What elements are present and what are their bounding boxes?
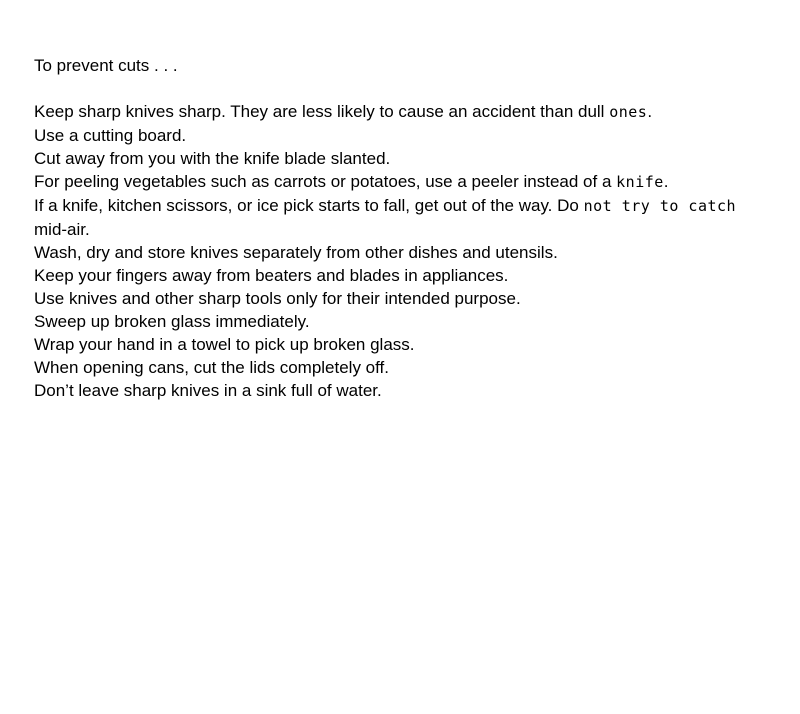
document-body: [34, 54, 800, 402]
tip-mono-text: knife: [616, 173, 664, 191]
tip-text: Use knives and other sharp tools only for their intended purpose.: [34, 289, 521, 308]
tip-line: [34, 264, 800, 287]
tip-line: [34, 100, 800, 124]
tip-line: [34, 218, 800, 241]
tip-text: Sweep up broken glass immediately.: [34, 312, 310, 331]
tip-text: Use a cutting board.: [34, 126, 187, 145]
tip-line: [34, 333, 800, 356]
tip-text: For peeling vegetables such as carrots or potatoes, use a peeler instead of a: [34, 172, 617, 191]
document-heading: To prevent cuts . . .: [34, 56, 178, 75]
tip-after-text: .: [663, 172, 669, 191]
tip-text: When opening cans, cut the lids completely off.: [34, 358, 389, 377]
tip-text: Don’t leave sharp knives in a sink full of water.: [34, 381, 382, 400]
tip-mono-text: ones: [609, 103, 648, 121]
tip-text: Keep your fingers away from beaters and blades in appliances.: [34, 266, 509, 285]
tip-text: Wash, dry and store knives separately from other dishes and utensils.: [34, 243, 558, 262]
tip-line: [34, 356, 800, 379]
tip-line: [34, 310, 800, 333]
tip-text: Wrap your hand in a towel to pick up broken glass.: [34, 335, 415, 354]
tip-line: [34, 194, 800, 218]
tip-after-text: .: [647, 102, 653, 121]
tip-line: [34, 124, 800, 147]
tip-text: mid-air.: [34, 220, 90, 239]
tip-text: Keep sharp knives sharp. They are less likely to cause an accident than dull: [34, 102, 610, 121]
tip-line: [34, 147, 800, 170]
tip-line: [34, 287, 800, 310]
tip-mono-text: not try to catch: [583, 197, 737, 215]
tip-text: Cut away from you with the knife blade slanted.: [34, 149, 391, 168]
tip-text: If a knife, kitchen scissors, or ice pick starts to fall, get out of the way. Do: [34, 196, 584, 215]
tip-line: [34, 170, 800, 194]
tip-line: [34, 379, 800, 402]
tip-line: [34, 241, 800, 264]
